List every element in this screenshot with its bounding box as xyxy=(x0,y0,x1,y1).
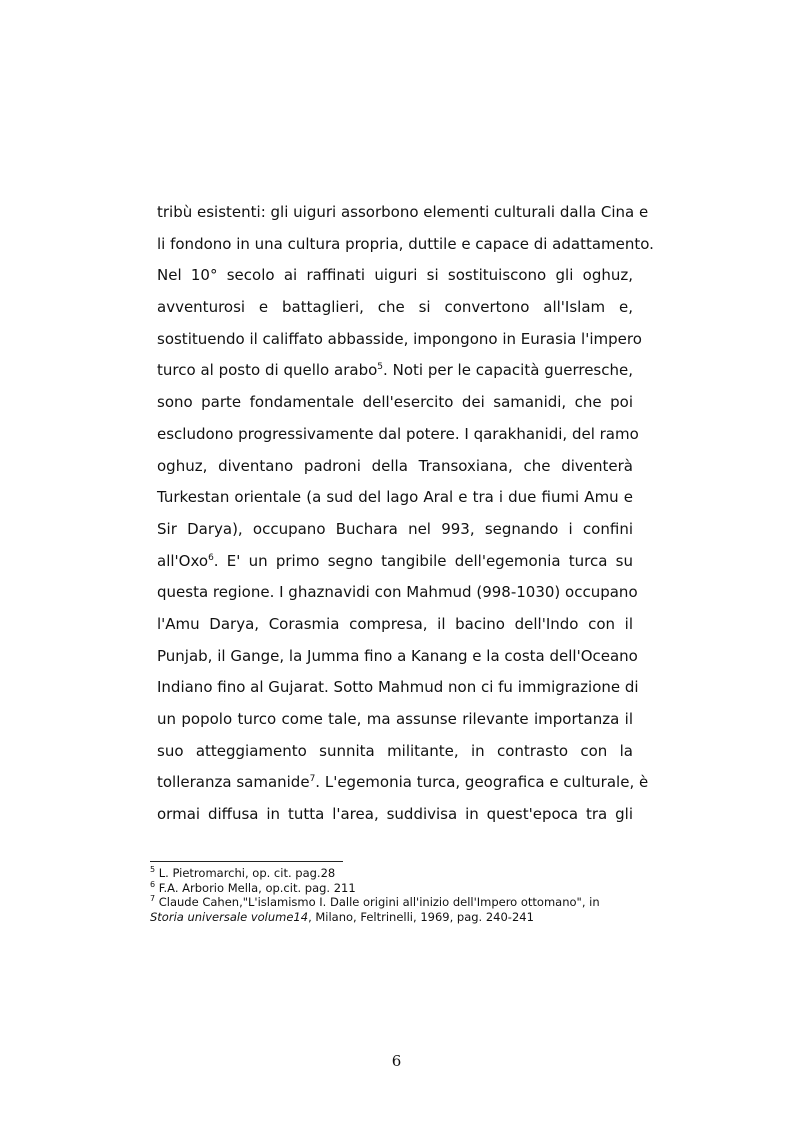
text-fragment: . L'egemonia turca, geografica e culturale, è xyxy=(315,773,649,792)
footnote-ref: 7 xyxy=(309,774,316,785)
text-line xyxy=(157,767,649,799)
footnote-text: Claude Cahen,"L'islamismo I. Dalle origini all'inizio dell'Impero ottomano", in xyxy=(155,895,600,909)
text-line xyxy=(157,355,633,387)
footnote xyxy=(150,895,650,910)
text-fragment: tolleranza samanide xyxy=(157,773,310,792)
text-line: Punjab, il Gange, la Jumma fino a Kanang e la costa dell'Oceano xyxy=(157,646,638,665)
text-line: Sir Darya), occupano Buchara nel 993, segnando i confini xyxy=(157,519,633,538)
footnote-number: 6 xyxy=(150,879,156,889)
footnotes xyxy=(150,866,650,924)
footnote-text: F.A. Arborio Mella, op.cit. pag. 211 xyxy=(155,880,356,895)
footnote-number: 7 xyxy=(150,894,156,904)
footnote-ref: 6 xyxy=(208,552,214,563)
text-fragment: turco al posto di quello arabo xyxy=(157,361,378,380)
footnote-separator xyxy=(150,861,343,862)
text-line: Turkestan orientale (a sud del lago Aral e tra i due fiumi Amu e xyxy=(157,488,633,507)
footnote-ref: 5 xyxy=(377,362,384,373)
text-line: sono parte fondamentale dell'esercito dei samanidi, che poi xyxy=(157,393,633,412)
text-fragment: all'Oxo xyxy=(157,551,209,570)
text-line: questa regione. I ghaznavidi con Mahmud (998-1030) occupano xyxy=(157,583,638,602)
footnote-text: , Milano, Feltrinelli, 1969, pag. 240-241 xyxy=(308,909,534,924)
text-line: Indiano fino al Gujarat. Sotto Mahmud non ci fu immigrazione di xyxy=(157,678,639,697)
text-line: ormai diffusa in tutta l'area, suddivisa in quest'epoca tra gli xyxy=(157,805,633,824)
text-line: l'Amu Darya, Corasmia compresa, il bacino dell'Indo con il xyxy=(157,614,633,633)
text-line: un popolo turco come tale, ma assunse rilevante importanza il xyxy=(157,710,633,728)
text-line: suo atteggiamento sunnita militante, in contrasto con la xyxy=(157,741,633,760)
text-line: tribù esistenti: gli uiguri assorbono elementi culturali dalla Cina e xyxy=(157,203,649,221)
page-number: 6 xyxy=(391,1052,402,1070)
text-line: escludono progressivamente dal potere. I qarakhanidi, del ramo xyxy=(157,424,639,443)
body-text xyxy=(157,197,654,831)
footnote-continuation xyxy=(150,910,650,925)
text-fragment: . Noti per le capacità guerresche, xyxy=(383,361,633,380)
footnote xyxy=(150,866,650,881)
text-line: avventurosi e battaglieri, che si convertono all'Islam e, xyxy=(157,298,633,317)
text-line: li fondono in una cultura propria, duttile e capace di adattamento. xyxy=(157,234,654,253)
footnote xyxy=(150,881,650,896)
text-line xyxy=(157,546,633,578)
footnote-italic-title: Storia universale volume14 xyxy=(150,909,309,924)
text-line: sostituendo il califfato abbasside, impongono in Eurasia l'impero xyxy=(157,329,642,348)
text-line: oghuz, diventano padroni della Transoxiana, che diventerà xyxy=(157,456,633,475)
text-line: Nel 10° secolo ai raffinati uiguri si sostituiscono gli oghuz, xyxy=(157,266,633,285)
footnote-text: L. Pietromarchi, op. cit. pag.28 xyxy=(155,866,336,880)
text-fragment: . E' un primo segno tangibile dell'egemonia turca su xyxy=(213,551,633,570)
footnote-number: 5 xyxy=(150,865,156,875)
